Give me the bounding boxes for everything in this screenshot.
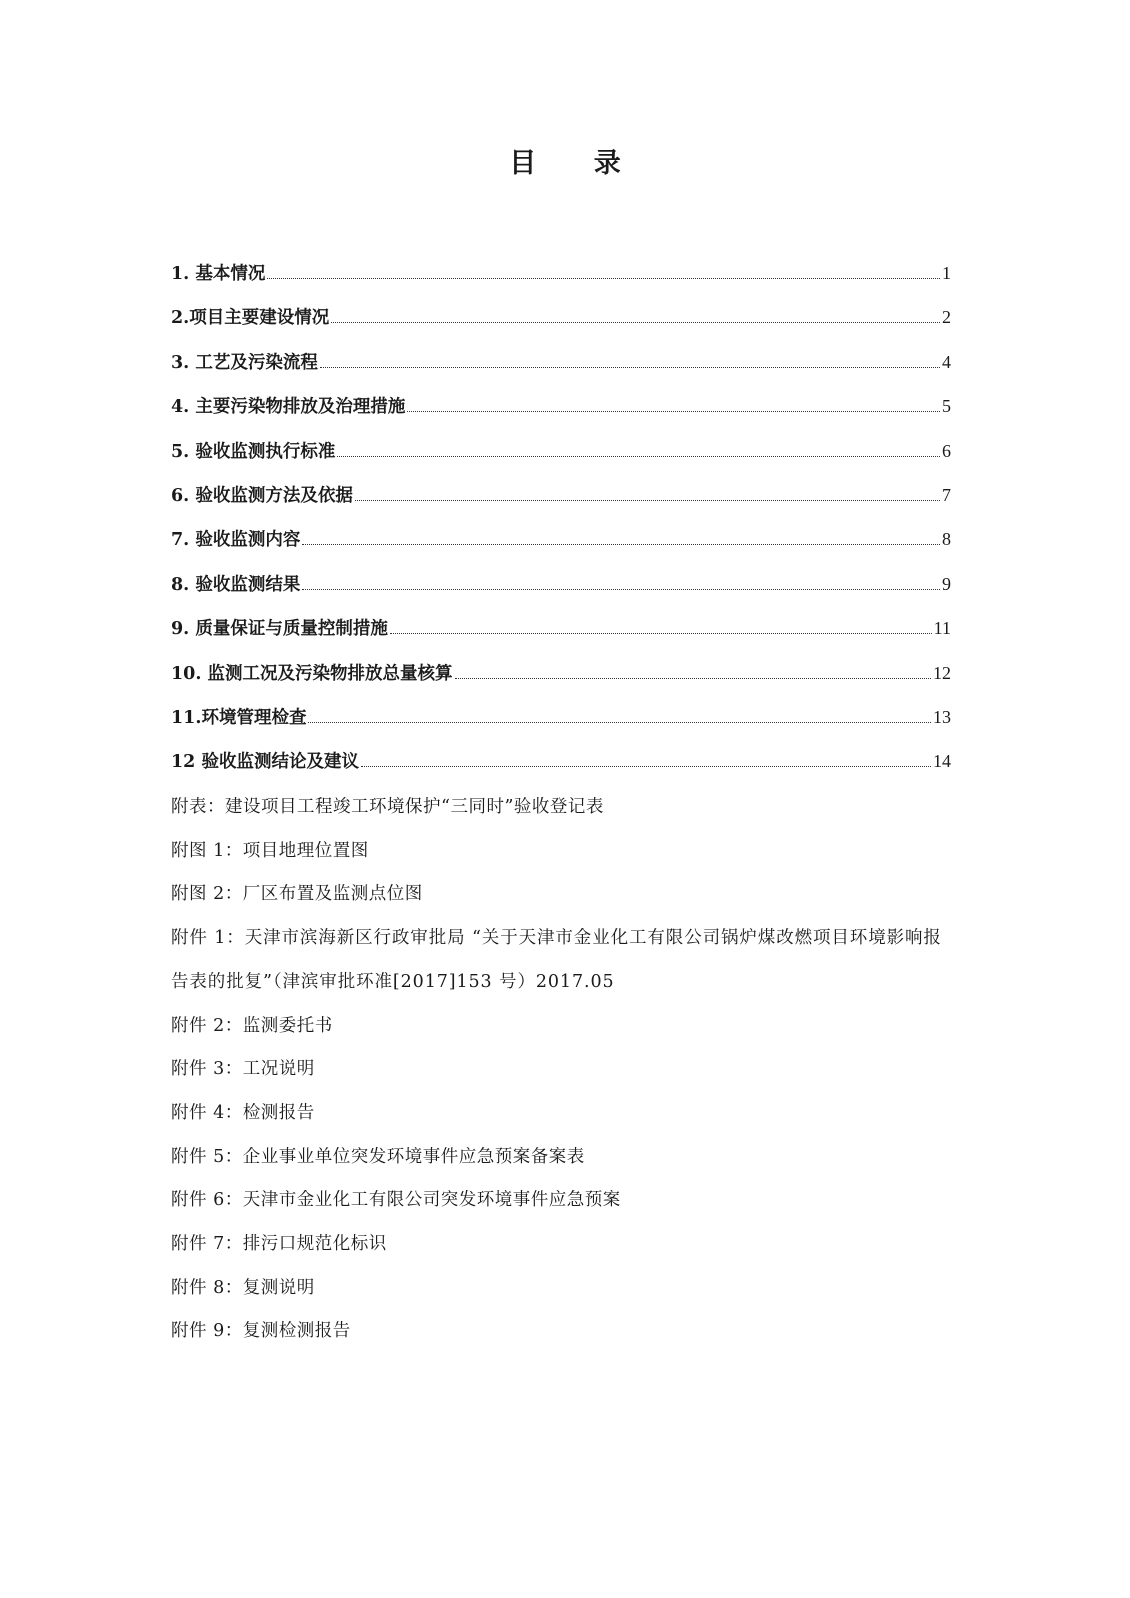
appendix-item: 附图 2：厂区布置及监测点位图 [171,884,423,905]
toc-entry[interactable] [171,391,951,435]
appendix-item: 附件 7：排污口规范化标识 [171,1234,387,1255]
appendix-item: 附件 9：复测检测报告 [171,1321,351,1342]
toc-entry-label: 3. 工艺及污染流程 [171,352,318,373]
toc-leader-dots [302,588,940,590]
appendix-item: 附表：建设项目工程竣工环境保护“三同时”验收登记表 [171,797,604,817]
toc-entry-page: 1 [942,263,951,283]
toc-entry-page: 14 [933,751,951,772]
appendix-item: 附件 8：复测说明 [171,1277,315,1298]
appendix-item: 附图 1：项目地理位置图 [171,840,369,861]
toc-leader-dots [302,543,940,545]
page-title: 目 录 [509,148,645,179]
toc-entry[interactable] [171,302,951,346]
toc-entry-page: 8 [942,529,951,550]
appendix-item: 附件 1：天津市滨海新区行政审批局 “关于天津市金业化工有限公司锅炉煤改燃项目环境影响报告表的批复”（津滨审批环准[2017]153 号）2017.05 [171,928,942,992]
toc-entry-label: 9. 质量保证与质量控制措施 [171,619,388,640]
toc-entry[interactable] [171,480,951,524]
toc-entry-page: 7 [942,484,951,505]
appendix-item: 附件 5：企业事业单位突发环境事件应急预案备案表 [171,1146,585,1167]
toc-entry-label: 6. 验收监测方法及依据 [171,485,353,506]
toc-entry-page: 2 [942,307,951,328]
toc-leader-dots [308,721,931,723]
toc-entry-page: 12 [933,662,951,683]
toc-entry-page: 11 [933,618,951,639]
toc-leader-dots [331,321,940,323]
toc-entry-page: 6 [942,440,951,461]
toc-entry[interactable] [171,524,951,568]
toc-entry-label: 11.环境管理检查 [171,707,307,728]
toc-entry-page: 9 [942,573,951,594]
toc-leader-dots [407,410,940,412]
toc-entry[interactable] [171,613,951,657]
toc-entry-label: 12 验收监测结论及建议 [171,752,359,773]
toc-entry-label: 2.项目主要建设情况 [171,308,330,329]
toc-entry-page: 5 [942,396,951,417]
appendix-item: 附件 4：检测报告 [171,1102,315,1123]
toc-leader-dots [267,277,940,279]
toc-entry[interactable] [171,258,951,302]
toc-entry-label: 8. 验收监测结果 [171,574,301,595]
toc-entry[interactable] [171,436,951,480]
toc-leader-dots [337,455,940,457]
toc-leader-dots [320,366,940,368]
toc-entry[interactable] [171,347,951,391]
appendix-list [171,786,951,1354]
toc-leader-dots [355,499,940,501]
toc-entry-label: 7. 验收监测内容 [171,530,301,551]
toc-entry-page: 4 [942,351,951,372]
appendix-item: 附件 6：天津市金业化工有限公司突发环境事件应急预案 [171,1190,621,1211]
toc-entry-page: 13 [933,706,951,727]
appendix-item: 附件 2：监测委托书 [171,1015,333,1036]
toc-entry-label: 1. 基本情况 [171,264,266,284]
table-of-contents [171,258,951,791]
toc-entry-label: 10. 监测工况及污染物排放总量核算 [171,663,453,684]
toc-entry[interactable] [171,569,951,613]
toc-leader-dots [390,632,932,634]
appendix-item: 附件 3：工况说明 [171,1059,315,1080]
toc-leader-dots [455,677,931,679]
toc-entry-label: 5. 验收监测执行标准 [171,441,336,462]
toc-entry[interactable] [171,746,951,790]
toc-leader-dots [361,765,931,767]
toc-entry[interactable] [171,702,951,746]
toc-entry-label: 4. 主要污染物排放及治理措施 [171,397,406,418]
toc-entry[interactable] [171,658,951,702]
